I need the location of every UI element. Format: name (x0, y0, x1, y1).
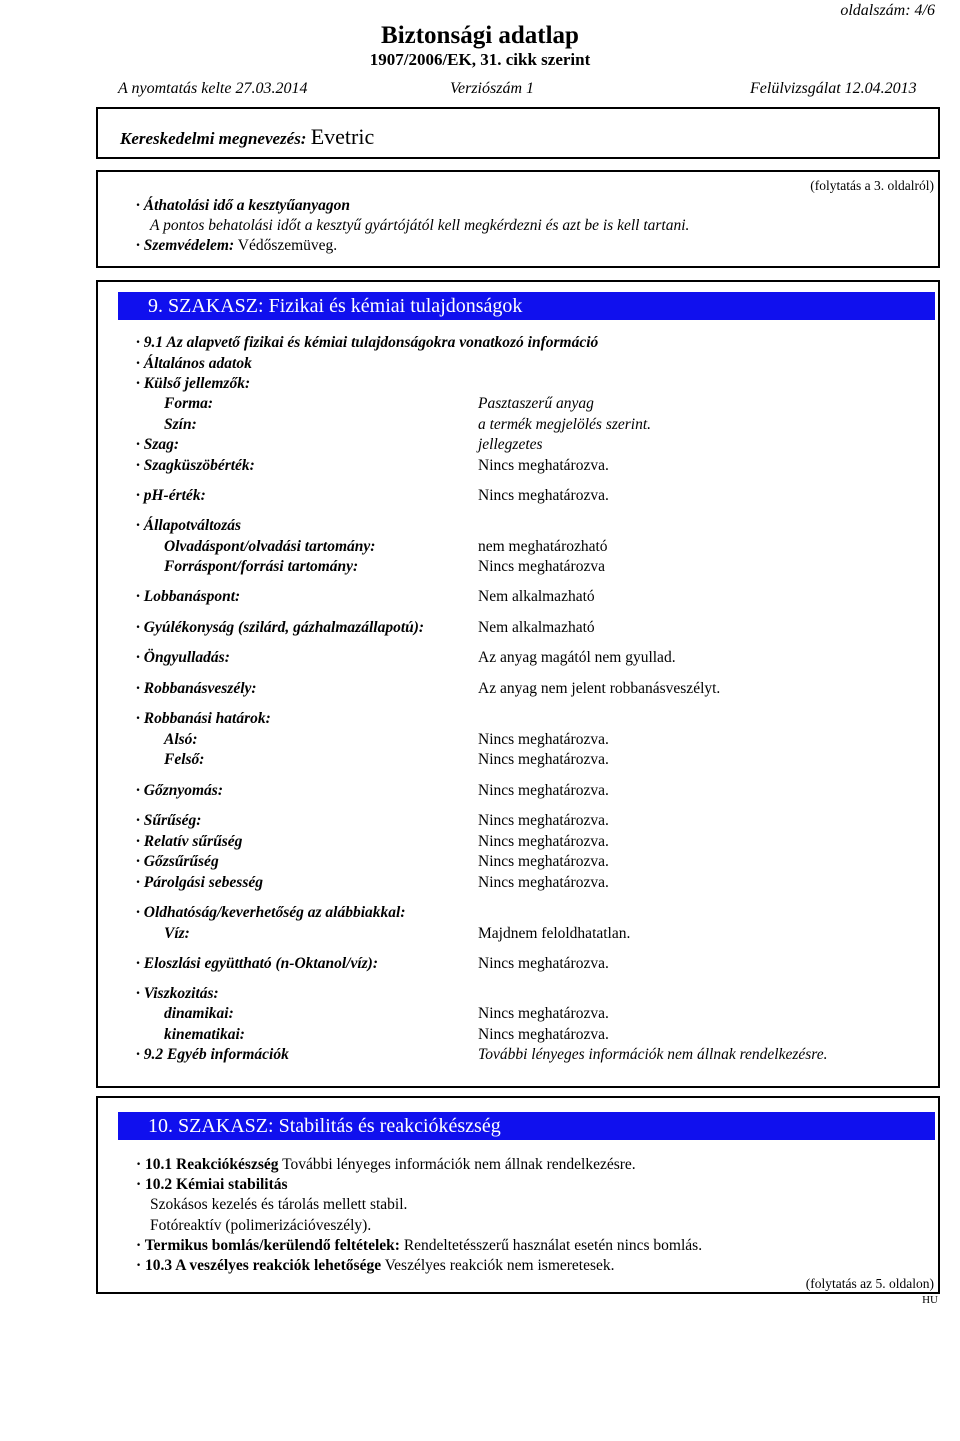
s9-row-label: · Külső jellemzők: (136, 375, 251, 392)
s9-row-label: · Gőznyomás: (136, 782, 223, 799)
reactivity-label: · 10.1 Reakciókészség (136, 1156, 279, 1173)
hazardous-reactions-label: · 10.3 A veszélyes reakciók lehetősége (136, 1257, 382, 1274)
s9-row-value: Nem alkalmazható (478, 619, 595, 636)
chem-stability-line1: Szokásos kezelés és tárolás mellett stabil. (150, 1196, 408, 1213)
continued-on-note: (folytatás az 5. oldalon) (805, 1276, 934, 1291)
section8-continuation-box (96, 170, 940, 268)
s9-row-label: · Oldhatóság/keverhetőség az alábbiakkal: (136, 904, 406, 921)
penetration-time-text: A pontos behatolási időt a kesztyű gyártójától kell megkérdezni és azt be is kell tartani. (150, 217, 690, 234)
s9-row-label: · Robbanási határok: (136, 710, 271, 727)
trade-name-value: Evetric (310, 124, 375, 149)
s9-row-value: Majdnem feloldhatatlan. (478, 925, 631, 942)
s9-row-label: · pH-érték: (136, 487, 206, 504)
s9-row-label: · Eloszlási együttható (n-Oktanol/víz): (136, 955, 378, 972)
s9-row-value: Az anyag nem jelent robbanásveszélyt. (478, 680, 721, 697)
s9-row-value: Nincs meghatározva. (478, 874, 609, 891)
s9-row-value: Nincs meghatározva. (478, 457, 609, 474)
penetration-time-label: · Áthatolási idő a kesztyűanyagon (136, 197, 351, 214)
s9-row-value: Nincs meghatározva. (478, 782, 609, 799)
s9-row-label: Olvadáspont/olvadási tartomány: (164, 538, 376, 555)
print-date: A nyomtatás kelte 27.03.2014 (118, 80, 308, 97)
trade-name-label: Kereskedelmi megnevezés: (120, 129, 307, 148)
s9-row-label: Szín: (164, 416, 197, 433)
trade-name-box (96, 107, 940, 159)
s9-row-label: · Szag: (136, 436, 180, 453)
hazardous-reactions-value: Veszélyes reakciók nem ismeretesek. (384, 1257, 615, 1274)
s9-row-value: Nincs meghatározva. (478, 812, 609, 829)
regulation-reference: 1907/2006/EK, 31. cikk szerint (369, 50, 591, 69)
thermal-decomposition-value: Rendeltetésszerű használat esetén nincs bomlás. (403, 1237, 703, 1254)
document-title: Biztonsági adatlap (381, 22, 579, 49)
s9-row-value: Nincs meghatározva. (478, 955, 609, 972)
chem-stability-line2: Fotóreaktív (polimerizációveszély). (150, 1217, 372, 1234)
language-code: HU (922, 1294, 938, 1306)
eye-protection-label: · Szemvédelem: (136, 237, 235, 254)
s9-row-label: · 9.1 Az alapvető fizikai és kémiai tulajdonságokra vonatkozó információ (136, 334, 599, 351)
s9-row-label: · Gőzsűrűség (136, 853, 219, 870)
chem-stability-label: · 10.2 Kémiai stabilitás (136, 1176, 288, 1193)
s9-row-label: dinamikai: (164, 1005, 234, 1022)
s9-row-value: Nincs meghatározva. (478, 853, 609, 870)
s9-row-value: Nincs meghatározva. (478, 833, 609, 850)
s9-row-label: kinematikai: (164, 1026, 245, 1043)
s9-row-label: Alsó: (164, 731, 198, 748)
s9-row-label: · Viszkozitás: (136, 985, 219, 1002)
reactivity-value: További lényeges információk nem állnak rendelkezésre. (282, 1156, 636, 1173)
s9-row-label: · Állapotváltozás (136, 517, 242, 534)
continued-from-note: (folytatás a 3. oldalról) (810, 178, 934, 193)
s9-row-value: Nincs meghatározva (478, 558, 605, 575)
thermal-decomposition-label: · Termikus bomlás/kerülendő feltételek: (136, 1237, 400, 1254)
s9-row-value: Pasztaszerű anyag (478, 395, 594, 412)
s9-row-value: nem meghatározható (478, 538, 608, 555)
s9-row-label: · Relatív sűrűség (136, 833, 243, 850)
s9-row-value: További lényeges információk nem állnak rendelkezésre. (478, 1046, 828, 1063)
page-number: oldalszám: 4/6 (840, 2, 935, 19)
s9-row-label: Forráspont/forrási tartomány: (164, 558, 359, 575)
s9-row-label: · Gyúlékonyság (szilárd, gázhalmazállapotú): (136, 619, 425, 636)
s9-row-value: Nincs meghatározva. (478, 487, 609, 504)
s9-row-label: · Szagküszöbérték: (136, 457, 255, 474)
s9-row-label: Forma: (164, 395, 214, 412)
s9-row-label: · Párolgási sebesség (136, 874, 264, 891)
s9-row-value: Nincs meghatározva. (478, 1026, 609, 1043)
s9-row-label: · Robbanásveszély: (136, 680, 257, 697)
s9-row-label: Felső: (164, 751, 205, 768)
s9-row-value: Nincs meghatározva. (478, 751, 609, 768)
section9-banner: 9. SZAKASZ: Fizikai és kémiai tulajdonságok (118, 292, 935, 320)
section10-banner: 10. SZAKASZ: Stabilitás és reakciókészség (118, 1112, 935, 1140)
s9-row-label: · Általános adatok (136, 355, 252, 372)
s9-row-value: jellegzetes (478, 436, 543, 453)
version-number: Verziószám 1 (450, 80, 535, 97)
revision-date: Felülvizsgálat 12.04.2013 (750, 80, 917, 97)
s9-row-value: a termék megjelölés szerint. (478, 416, 652, 433)
eye-protection-value: Védőszemüveg. (237, 237, 338, 254)
s9-row-value: Nincs meghatározva. (478, 731, 609, 748)
s9-row-label: Víz: (164, 925, 190, 942)
s9-row-value: Nincs meghatározva. (478, 1005, 609, 1022)
s9-row-value: Az anyag magától nem gyullad. (478, 649, 676, 666)
s9-row-label: · Sűrűség: (136, 812, 202, 829)
s9-row-label: · Öngyulladás: (136, 649, 230, 666)
s9-row-label: · Lobbanáspont: (136, 588, 241, 605)
s9-row-value: Nem alkalmazható (478, 588, 595, 605)
s9-row-label: · 9.2 Egyéb információk (136, 1046, 289, 1063)
